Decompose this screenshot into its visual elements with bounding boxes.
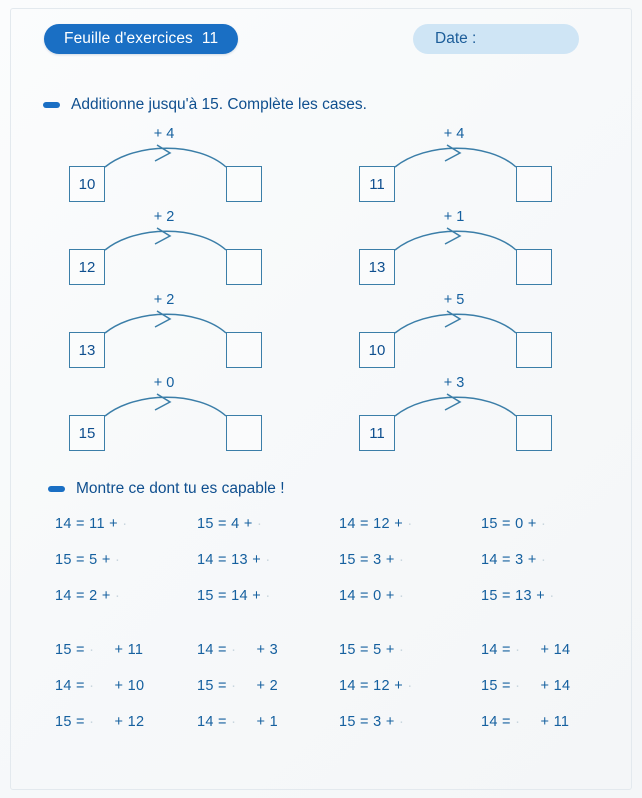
equation-item[interactable] <box>339 516 428 532</box>
equation-text: 15 = <box>197 678 232 694</box>
equation-suffix: + 3 <box>252 642 278 658</box>
equation-item[interactable] <box>339 588 420 604</box>
equation-item[interactable] <box>339 642 420 658</box>
arrow-exercise <box>348 126 563 204</box>
equation-row <box>0 588 642 624</box>
equation-blank[interactable] <box>399 642 420 658</box>
arrow-operation-label: + 2 <box>153 209 175 225</box>
equation-blank[interactable] <box>115 588 136 604</box>
equation-item[interactable] <box>55 714 144 730</box>
equation-blank[interactable] <box>231 714 252 730</box>
arrow-operation-label: + 1 <box>443 209 465 225</box>
arrow-start-value-box: 11 <box>359 166 395 202</box>
equation-item[interactable] <box>197 552 286 568</box>
equation-text: 14 = <box>481 714 516 730</box>
equation-row <box>0 516 642 552</box>
equation-text: 14 = 12 + <box>339 516 408 532</box>
equation-blank[interactable] <box>407 516 428 532</box>
equation-blank[interactable] <box>399 714 420 730</box>
arrow-start-value-box: 13 <box>69 332 105 368</box>
equations-block-2 <box>0 642 642 750</box>
arrow-start-value-box: 10 <box>359 332 395 368</box>
equation-item[interactable] <box>55 552 136 568</box>
date-input-field[interactable] <box>413 24 579 54</box>
equation-text: 15 = 14 + <box>197 588 266 604</box>
equation-item[interactable] <box>197 588 286 604</box>
equation-blank[interactable] <box>549 588 570 604</box>
equation-blank[interactable] <box>231 678 252 694</box>
equation-item[interactable] <box>197 516 278 532</box>
date-label: Date : <box>435 30 477 47</box>
equation-blank[interactable] <box>265 588 286 604</box>
arrow-exercise <box>58 126 273 204</box>
instruction-line-2 <box>48 480 285 498</box>
equation-item[interactable] <box>55 588 136 604</box>
equation-text: 14 = 11 + <box>55 516 123 532</box>
equation-text: 14 = 2 + <box>55 588 115 604</box>
worksheet-title-badge <box>44 24 238 54</box>
equation-text: 14 = 12 + <box>339 678 408 694</box>
equation-blank[interactable] <box>399 588 420 604</box>
arrow-start-value-box: 13 <box>359 249 395 285</box>
arrow-operation-label: + 3 <box>443 375 465 391</box>
equation-text: 15 = 13 + <box>481 588 550 604</box>
arrow-start-value-box: 15 <box>69 415 105 451</box>
arrow-start-value-box: 10 <box>69 166 105 202</box>
arrow-answer-box[interactable] <box>516 249 552 285</box>
equation-blank[interactable] <box>399 552 420 568</box>
equation-text: 14 = <box>197 714 232 730</box>
equation-text: 14 = 3 + <box>481 552 541 568</box>
equation-text: 15 = <box>481 678 516 694</box>
equation-item[interactable] <box>197 678 278 694</box>
equation-blank[interactable] <box>231 642 252 658</box>
equation-item[interactable] <box>481 642 570 658</box>
equation-text: 14 = <box>197 642 232 658</box>
equation-suffix: + 2 <box>252 678 278 694</box>
equation-item[interactable] <box>481 678 570 694</box>
equation-text: 14 = <box>481 642 516 658</box>
equation-blank[interactable] <box>265 552 286 568</box>
equation-item[interactable] <box>481 588 570 604</box>
arrow-start-value-box: 12 <box>69 249 105 285</box>
instruction-2-text: Montre ce dont tu es capable ! <box>76 480 285 497</box>
equation-blank[interactable] <box>407 678 428 694</box>
equation-text: 15 = 5 + <box>55 552 115 568</box>
equation-suffix: + 11 <box>110 642 144 658</box>
equation-row <box>0 642 642 678</box>
arrow-exercises-area <box>0 126 642 456</box>
arrow-answer-box[interactable] <box>516 332 552 368</box>
equation-item[interactable] <box>339 552 420 568</box>
arrow-operation-label: + 5 <box>443 292 465 308</box>
arrow-start-value-box: 11 <box>359 415 395 451</box>
worksheet-title-label: Feuille d'exercices <box>64 30 193 47</box>
arrow-operation-label: + 0 <box>153 375 175 391</box>
equation-suffix: + 12 <box>110 714 145 730</box>
arrow-exercise <box>348 375 563 453</box>
equation-blank[interactable] <box>89 642 110 658</box>
equation-suffix: + 14 <box>536 642 571 658</box>
equation-suffix: + 1 <box>252 714 278 730</box>
equation-blank[interactable] <box>541 552 562 568</box>
equation-text: 15 = 0 + <box>481 516 541 532</box>
worksheet-number: 11 <box>201 30 219 47</box>
arrow-answer-box[interactable] <box>226 415 262 451</box>
equation-item[interactable] <box>55 516 143 532</box>
equation-suffix: + 10 <box>110 678 145 694</box>
arrow-exercise <box>348 209 563 287</box>
equation-text: 15 = 3 + <box>339 552 399 568</box>
equation-item[interactable] <box>197 642 278 658</box>
arrow-answer-box[interactable] <box>516 415 552 451</box>
equation-text: 15 = <box>55 642 90 658</box>
equation-text: 15 = <box>55 714 90 730</box>
equation-item[interactable] <box>55 678 144 694</box>
worksheet-header <box>0 24 642 64</box>
arrow-answer-box[interactable] <box>516 166 552 202</box>
equation-blank[interactable] <box>89 714 110 730</box>
arrow-answer-box[interactable] <box>226 166 262 202</box>
equation-row <box>0 552 642 588</box>
instruction-line-1 <box>43 96 367 114</box>
equation-suffix: + 14 <box>536 678 571 694</box>
equation-blank[interactable] <box>541 516 562 532</box>
dash-bullet-icon <box>43 102 60 108</box>
equation-item[interactable] <box>197 714 278 730</box>
equation-blank[interactable] <box>515 642 536 658</box>
equation-item[interactable] <box>55 642 143 658</box>
arrow-exercise <box>348 292 563 370</box>
equations-block-1 <box>0 516 642 624</box>
equation-blank[interactable] <box>257 516 278 532</box>
arrow-operation-label: + 2 <box>153 292 175 308</box>
arrow-answer-box[interactable] <box>226 332 262 368</box>
arrow-exercise <box>58 292 273 370</box>
equation-item[interactable] <box>481 552 562 568</box>
dash-bullet-icon <box>48 486 65 492</box>
arrow-operation-label: + 4 <box>153 126 175 142</box>
equation-item[interactable] <box>481 516 562 532</box>
equation-blank[interactable] <box>89 678 110 694</box>
equation-blank[interactable] <box>515 714 536 730</box>
equation-row <box>0 714 642 750</box>
equation-text: 14 = 0 + <box>339 588 399 604</box>
instruction-1-text: Additionne jusqu'à 15. Complète les cases. <box>71 96 367 113</box>
equation-item[interactable] <box>339 714 420 730</box>
equation-item[interactable] <box>481 714 569 730</box>
arrow-exercise <box>58 209 273 287</box>
equation-blank[interactable] <box>122 516 143 532</box>
arrow-exercise <box>58 375 273 453</box>
equation-item[interactable] <box>339 678 428 694</box>
equation-text: 15 = 4 + <box>197 516 257 532</box>
equation-text: 14 = 13 + <box>197 552 266 568</box>
arrow-answer-box[interactable] <box>226 249 262 285</box>
equation-text: 14 = <box>55 678 90 694</box>
equation-blank[interactable] <box>115 552 136 568</box>
equation-blank[interactable] <box>515 678 536 694</box>
equation-text: 15 = 3 + <box>339 714 399 730</box>
equation-suffix: + 11 <box>536 714 570 730</box>
equation-row <box>0 678 642 714</box>
equation-text: 15 = 5 + <box>339 642 399 658</box>
arrow-operation-label: + 4 <box>443 126 465 142</box>
